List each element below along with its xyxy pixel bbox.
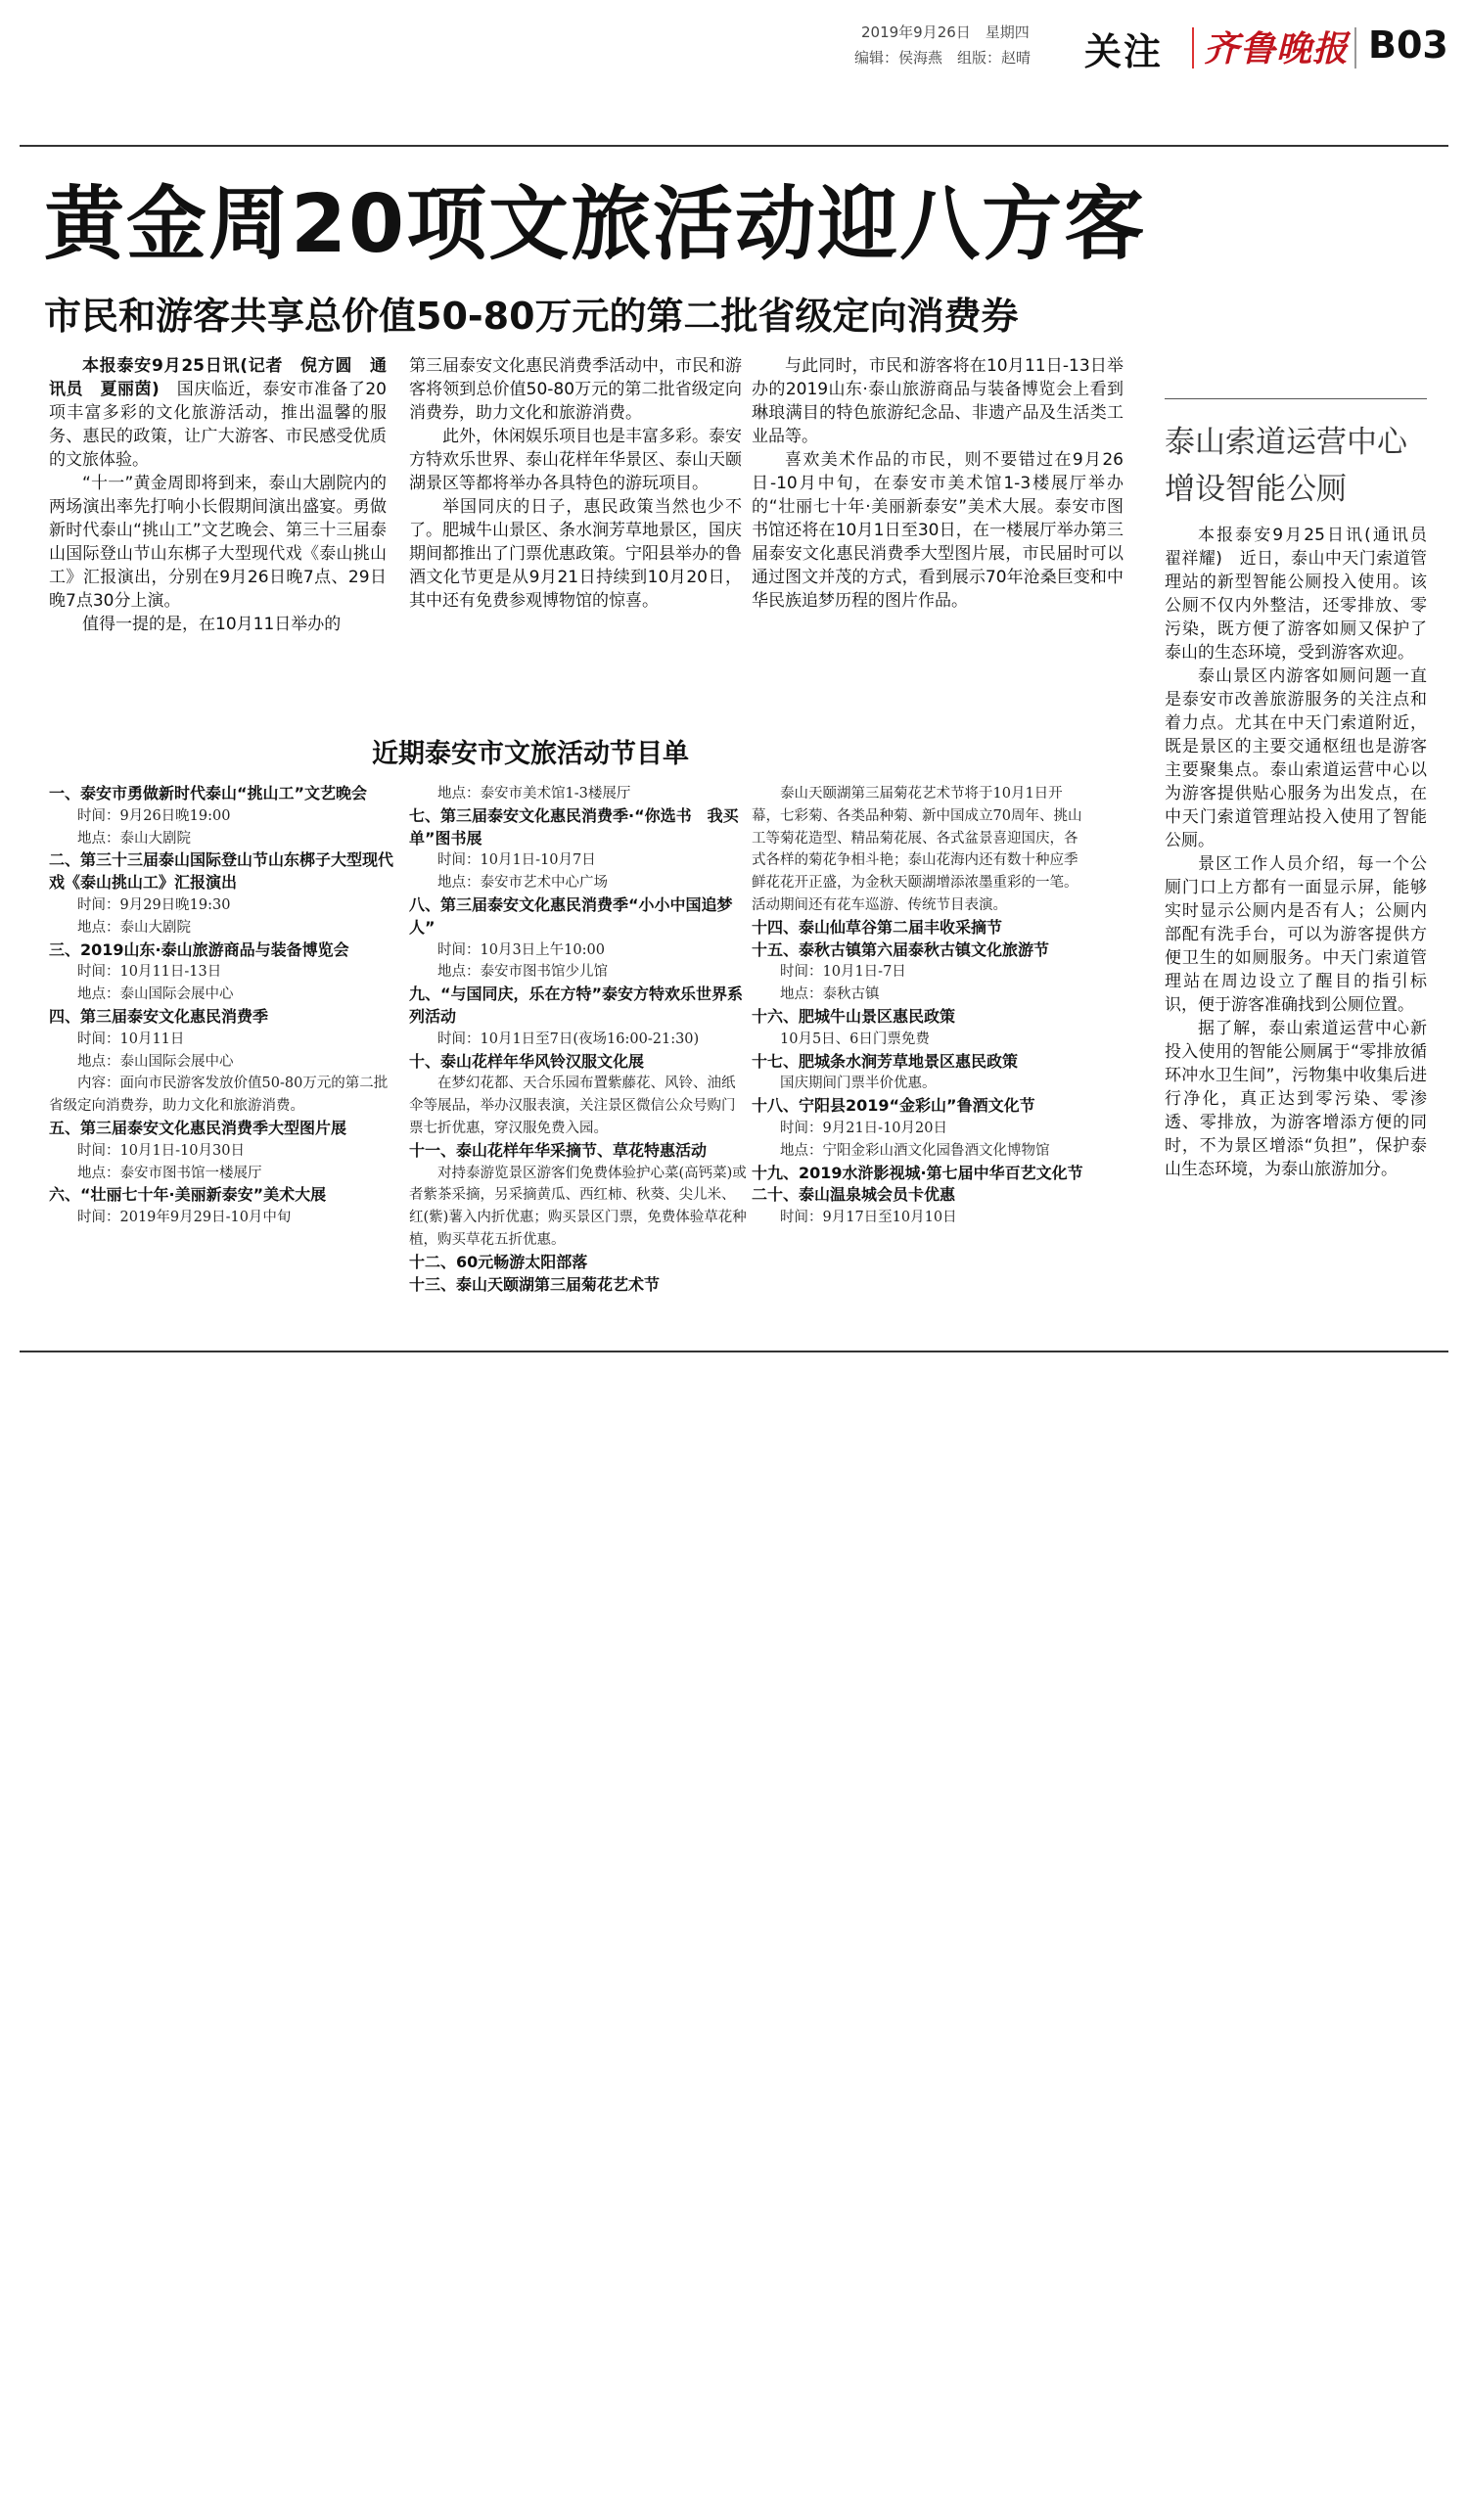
program-item-title: 八、第三届泰安文化惠民消费季“小小中国追梦人” (409, 894, 733, 937)
program-item-detail: 时间：10月11日-13日 (77, 964, 222, 981)
program-item-description: 地点：宁阳金彩山酒文化园鲁酒文化博物馆 (780, 1142, 1050, 1159)
program-item-detail: 时间：10月3日上午10:00 (437, 941, 605, 958)
program-item-description: 对持泰游览景区游客们免费体验护心菜(高钙菜)或者紫茶采摘，另采摘黄瓜、西红柿、秋葵、尖儿米、红(紫)薯入内折优惠；购买景区门票，免费体验草花种植，购买草花五折优惠。 (409, 1165, 747, 1248)
paragraph (49, 613, 387, 636)
program-item-title: 四、第三届泰安文化惠民消费季 (49, 1006, 269, 1026)
program-column-3 (752, 783, 1084, 1229)
paragraph (409, 495, 742, 613)
paragraph-text: 国庆临近，泰安市准备了20项丰富多彩的文化旅游活动，推出温馨的服务、惠民的政策，让广大游客、市民感受优质的文旅体验。 (49, 380, 387, 470)
program-item-title: 十五、泰秋古镇第六届泰秋古镇文化旅游节 (752, 939, 1050, 959)
program-item-detail: 地点：泰安市图书馆一楼展厅 (77, 1165, 262, 1181)
program-item-detail: 时间：10月1日至7日(夜场16:00-21:30) (437, 1031, 700, 1047)
program-item-detail: 国庆期间门票半价优惠。 (780, 1076, 937, 1092)
paragraph (409, 425, 742, 495)
program-item-title: 六、“壮丽七十年·美丽新泰安”美术大展 (49, 1185, 327, 1205)
paragraph-text: 举国同庆的日子，惠民政策当然也少不了。肥城牛山景区、条水涧芳草地景区，国庆期间都推出了门票优惠政策。宁阳县举办的鲁酒文化节更是从9月21日持续到10月20日，其中还有免费参观博物馆的惊喜。 (409, 497, 742, 611)
program-item-detail: 地点：泰山国际会展中心 (77, 1053, 234, 1070)
program-item-detail: 时间：10月1日-10月7日 (437, 852, 596, 869)
article-column-2 (409, 354, 742, 613)
headline: 黄金周20项文旅活动迎八方客 (44, 178, 1147, 271)
program-item-detail: 时间：9月17日至10月10日 (780, 1210, 957, 1226)
program-item-title: 九、“与国同庆，乐在方特”泰安方特欢乐世界系列活动 (409, 985, 744, 1026)
program-item-detail: 10月5日、6日门票免费 (780, 1031, 930, 1047)
header-divider (1354, 27, 1356, 69)
program-item-title: 十六、肥城牛山景区惠民政策 (752, 1006, 956, 1026)
paragraph (1165, 1017, 1427, 1181)
program-item-title: 二、第三十三届泰山国际登山节山东梆子大型现代戏《泰山挑山工》汇报演出 (49, 850, 394, 893)
program-item-description: 内容：面向市民游客发放价值50-80万元的第二批省级定向消费券，助力文化和旅游消费。 (49, 1076, 389, 1115)
program-item-title: 十三、泰山天颐湖第三届菊花艺术节 (409, 1274, 661, 1294)
program-item-detail: 地点：泰山国际会展中心 (77, 986, 234, 1003)
subheadline: 市民和游客共享总价值50-80万元的第二批省级定向消费券 (44, 295, 1019, 338)
article-column-1 (49, 354, 387, 636)
paragraph-text: 与此同时，市民和游客将在10月11日-13日举办的2019山东·泰山旅游商品与装备博览会上看到琳琅满目的特色旅游纪念品、非遗产品及生活类工业品等。 (752, 356, 1124, 446)
newspaper-logo: 齐鲁晚报 (1204, 28, 1350, 69)
program-item-detail: 时间：9月21日-10月20日 (780, 1120, 947, 1136)
program-column-1 (49, 783, 393, 1229)
top-rule (20, 145, 1448, 147)
program-item-description: 在梦幻花都、天合乐园布置紫藤花、风铃、油纸伞等展品，举办汉服表演，关注景区微信公众号购门票七折优惠，穿汉服免费入园。 (409, 1076, 736, 1136)
program-item-detail: 时间：10月11日 (77, 1031, 185, 1047)
program-item-detail: 地点：泰山大剧院 (77, 830, 191, 847)
program-item-detail: 时间：10月1日-10月30日 (77, 1142, 245, 1159)
program-item-detail: 时间：10月1日-7日 (780, 964, 906, 981)
program-item-title: 一、泰安市勇做新时代泰山“挑山工”文艺晚会 (49, 784, 368, 802)
paragraph (1165, 852, 1427, 1017)
sidebar-body (1165, 524, 1444, 1181)
program-item-description: 泰山天颐湖第三届菊花艺术节将于10月1日开幕，七彩菊、各类品种菊、新中国成立70周年、挑山工等菊花造型、精品菊花展、各式盆景喜迎国庆，各式各样的菊花争相斗艳；泰山花海内还有数十种应季鲜花花开正盛，为金秋天颐湖增添浓墨重彩的一笔。活动期间还有花车巡游、传统节目表演。 (752, 786, 1082, 913)
paragraph-text: 近日，泰山中天门索道管理站的新型智能公厕投入使用。该公厕不仅内外整洁，还零排放、零污染，既方便了游客如厕又保护了泰山的生态环境，受到游客欢迎。 (1165, 549, 1427, 663)
program-item-title: 三、2019山东·泰山旅游商品与装备博览会 (49, 939, 349, 959)
article-column-3 (752, 354, 1124, 613)
paragraph-text: 值得一提的是，在10月11日举办的 (82, 615, 342, 634)
paragraph (49, 354, 387, 472)
program-item-title: 七、第三届泰安文化惠民消费季·“你选书 我买单”图书展 (409, 805, 739, 848)
editor-credits: 编辑：侯海燕 组版：赵晴 (854, 49, 1032, 67)
bottom-rule (20, 1351, 1448, 1352)
paragraph (49, 472, 387, 613)
program-item-detail: 地点：泰安市艺术中心广场 (437, 875, 608, 892)
paragraph (1165, 664, 1427, 852)
program-item-title: 二十、泰山温泉城会员卡优惠 (752, 1185, 956, 1205)
program-item-title: 十、泰山花样年华风铃汉服文化展 (409, 1051, 645, 1071)
program-column-2 (409, 783, 747, 1296)
program-item-title: 十七、肥城条水涧芳草地景区惠民政策 (752, 1051, 1019, 1071)
program-item-title: 五、第三届泰安文化惠民消费季大型图片展 (49, 1118, 347, 1137)
sidebar-title-line: 泰山索道运营中心 (1165, 425, 1407, 460)
issue-date: 2019年9月26日 星期四 (861, 23, 1030, 41)
sidebar-rule (1165, 398, 1427, 399)
paragraph (409, 354, 742, 425)
program-item-detail: 地点：泰安市图书馆少儿馆 (437, 964, 608, 981)
dateline: 本报泰安9月25日讯(通讯员 翟祥耀) (1165, 526, 1444, 569)
program-item-detail: 时间：9月29日晚19:30 (77, 896, 231, 913)
program-title: 近期泰安市文旅活动节目单 (372, 739, 689, 769)
program-item-title: 十八、宁阳县2019“金彩山”鲁酒文化节 (752, 1096, 1035, 1116)
program-item-title: 十二、60元畅游太阳部落 (409, 1252, 588, 1271)
program-item-detail: 时间：2019年9月29日-10月中旬 (77, 1210, 292, 1226)
sidebar-title (1165, 419, 1429, 513)
program-item-detail: 地点：泰山大剧院 (77, 919, 191, 936)
paragraph-text: 据了解，泰山索道运营中心新投入使用的智能公厕属于“零排放循环冲水卫生间”，污物集中收集后进行净化，真正达到零污染、零渗透、零排放，为游客增添方便的同时，不为景区增添“负担”，保护泰山生态环境，为泰山旅游加分。 (1165, 1019, 1427, 1179)
program-item-detail: 地点：泰安市美术馆1-3楼展厅 (437, 786, 631, 802)
dateline: 本报泰安9月25日讯(记者 倪方圆 通讯员 夏丽茵) (49, 356, 387, 399)
paragraph-text: 第三届泰安文化惠民消费季活动中，市民和游客将领到总价值50-80万元的第二批省级定向消费券，助力文化和旅游消费。 (409, 356, 742, 423)
paragraph-text: 泰山景区内游客如厕问题一直是泰安市改善旅游服务的关注点和着力点。尤其在中天门索道附近，既是景区的主要交通枢纽也是游客主要聚集点。泰山索道运营中心以为游客提供贴心服务为出发点，在中天门索道管理站投入使用了智能公厕。 (1165, 666, 1427, 850)
program-item-title: 十四、泰山仙草谷第二届丰收采摘节 (752, 917, 1003, 937)
paragraph-text: “十一”黄金周即将到来，泰山大剧院内的两场演出率先打响小长假期间演出盛宴。勇做新时代泰山“挑山工”文艺晚会、第三十三届泰山国际登山节山东梆子大型现代戏《泰山挑山工》汇报演出，分别在9月26日晚7点、29日晚7点30分上演。 (49, 474, 387, 611)
section-name: 关注 (1084, 30, 1164, 73)
header-divider (1192, 27, 1194, 69)
sidebar-title-line: 增设智能公厕 (1165, 472, 1347, 507)
paragraph (752, 354, 1124, 448)
paragraph-text: 喜欢美术作品的市民，则不要错过在9月26日-10月中旬，在泰安市美术馆1-3楼展厅举办的“壮丽七十年·美丽新泰安”美术大展。泰安市图书馆还将在10月1日至30日，在一楼展厅举办第三届泰安文化惠民消费季大型图片展，市民届时可以通过图文并茂的方式，看到展示70年沧桑巨变和中华民族追梦历程的图片作品。 (752, 450, 1124, 611)
program-item-detail: 时间：9月26日晚19:00 (77, 807, 231, 824)
paragraph (1165, 524, 1444, 664)
page-number: B03 (1368, 23, 1448, 67)
paragraph-text: 景区工作人员介绍，每一个公厕门口上方都有一面显示屏，能够实时显示公厕内是否有人；公厕内部配有洗手台，可以为游客提供方便卫生的如厕服务。中天门索道管理站在周边设立了醒目的指引标识，便于游客准确找到公厕位置。 (1165, 854, 1427, 1015)
program-item-title: 十九、2019水浒影视城·第七届中华百艺文化节 (752, 1163, 1083, 1182)
program-item-title: 十一、泰山花样年华采摘节、草花特惠活动 (409, 1140, 708, 1160)
paragraph (752, 448, 1124, 613)
program-item-detail: 地点：泰秋古镇 (780, 986, 880, 1003)
paragraph-text: 此外，休闲娱乐项目也是丰富多彩。泰安方特欢乐世界、泰山花样年华景区、泰山天颐湖景区等都将举办各具特色的游玩项目。 (409, 427, 742, 493)
